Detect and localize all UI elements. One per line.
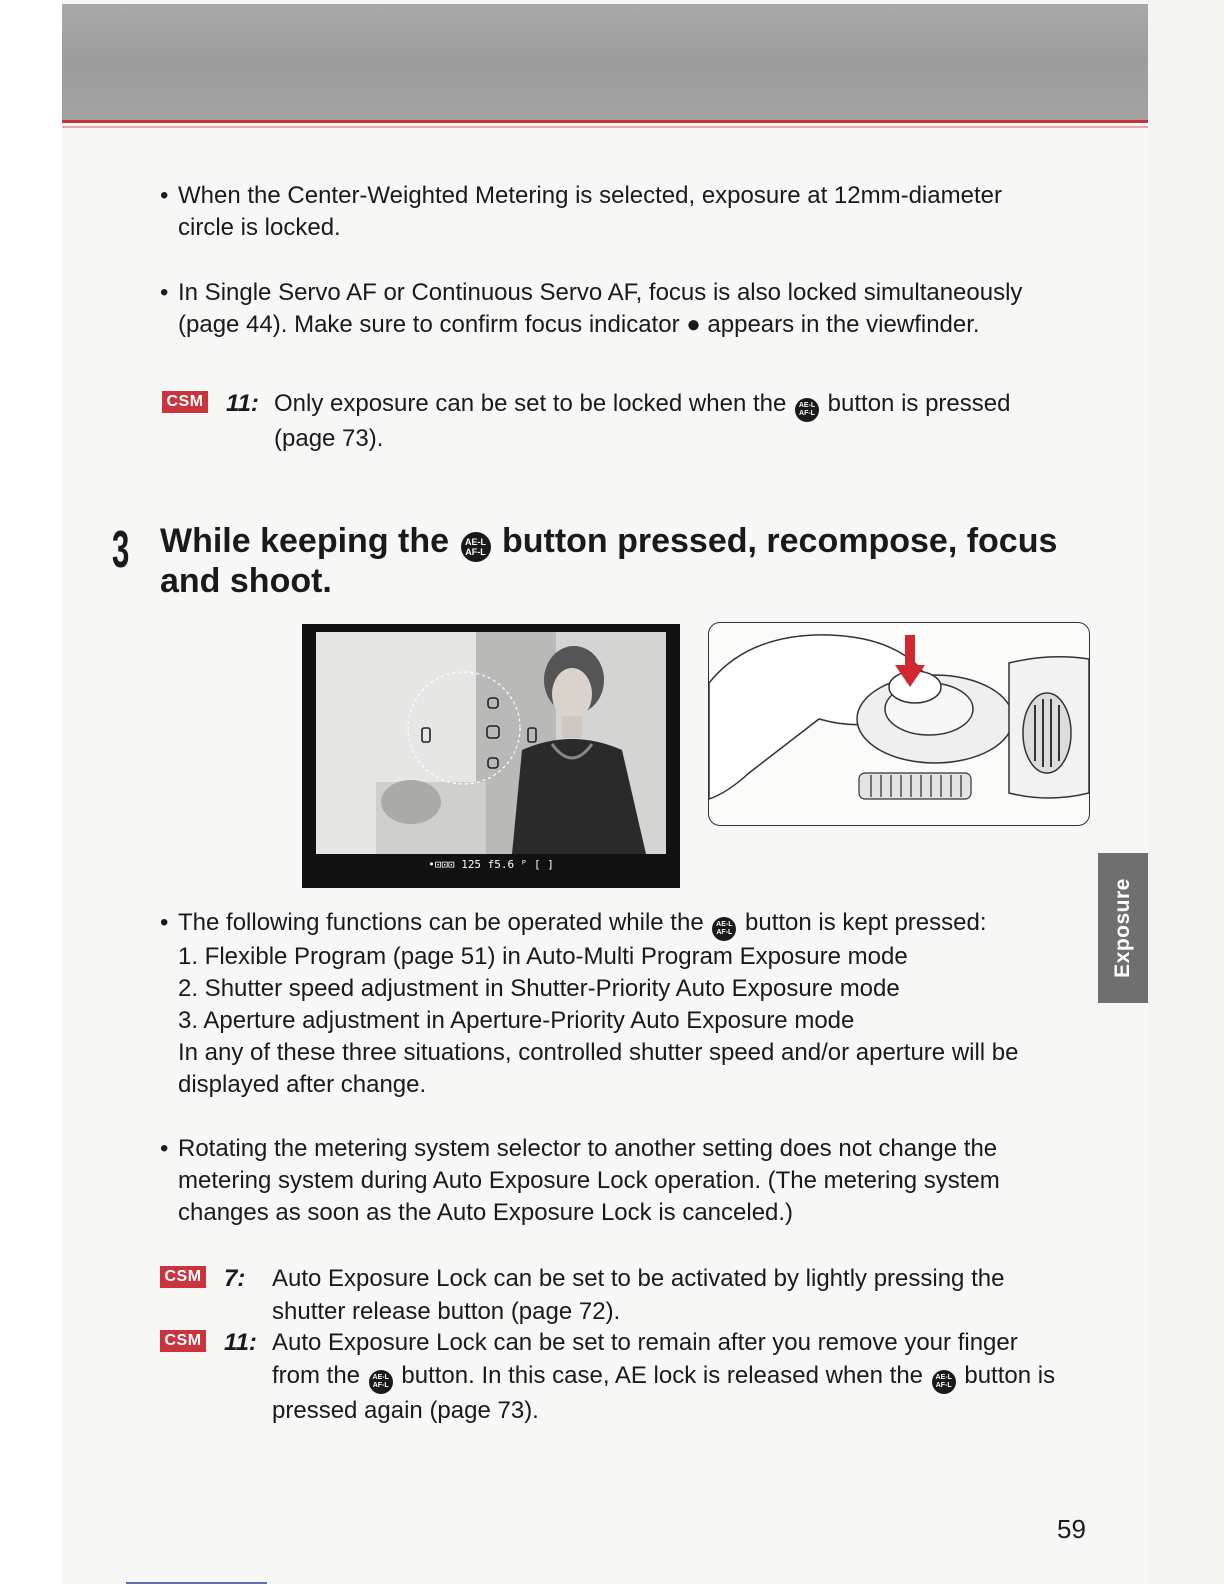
portrait-scene: [316, 632, 666, 854]
note-text: In Single Servo AF or Continuous Servo AF, focus is also locked simultaneously (page 44). Make sure to confirm focus indicator ● appears in the viewfinder.: [178, 279, 1023, 338]
header-band: [62, 4, 1148, 120]
section-tab-exposure[interactable]: [1098, 853, 1148, 1003]
note-text: Rotating the metering system selector to another setting does not change the metering system during Auto Exposure Lock operation. (The metering system changes as soon as the Auto Exposure Lock is canceled.): [178, 1135, 1000, 1226]
note-text: When the Center-Weighted Metering is selected, exposure at 12mm-diameter circle is locked.: [178, 182, 1002, 241]
note-metering-selector: [160, 1133, 1070, 1229]
bullet-dot: •: [160, 909, 169, 936]
csm-badge: CSM: [160, 1266, 206, 1288]
header-rule-pink: [62, 126, 1148, 128]
thumb-on-ael-button: [709, 623, 1089, 825]
bullet-dot: •: [160, 279, 169, 306]
ae-l-af-l-icon: AE-L AF-L: [712, 917, 736, 941]
list-item: 1. Flexible Program (page 51) in Auto-Multi Program Exposure mode: [178, 943, 908, 970]
ae-l-af-l-icon: AE-L AF-L: [369, 1370, 393, 1394]
csm-note-7: [160, 1262, 1070, 1328]
note-focus-lock: [160, 277, 1080, 341]
note-outro: In any of these three situations, controlled shutter speed and/or aperture will be displayed after change.: [178, 1039, 1019, 1098]
csm-note-11: [162, 387, 1062, 457]
csm-number: 11:: [226, 390, 259, 417]
viewfinder-scene: [316, 632, 666, 854]
step-title: While keeping the AE-L AF-L button pressed, recompose, focus and shoot.: [160, 522, 1058, 600]
camera-button-illustration: [708, 622, 1090, 826]
bullet-dot: •: [160, 182, 169, 209]
page-left-margin: [0, 0, 62, 1584]
viewfinder-illustration: [302, 624, 680, 888]
viewfinder-status-readout: •⊡⊡⊡ 125 f5.6 ᴾ [ ]: [428, 858, 554, 871]
csm-number: 11:: [224, 1329, 257, 1356]
note-intro: The following functions can be operated while the AE-L AF-L button is kept pressed:: [160, 907, 1060, 941]
focus-indicator-icon: ●: [686, 311, 701, 338]
note-center-weighted: [160, 180, 1040, 244]
section-tab-label: Exposure: [1111, 878, 1135, 978]
step-number: 3: [112, 521, 130, 579]
bullet-dot: •: [160, 1135, 169, 1162]
csm-text: Auto Exposure Lock can be set to remain after you remove your finger from the AE-L AF-L button. In this case, AE lock is released when the AE-L AF-L button is pressed again (page 73).: [272, 1329, 1056, 1424]
ae-l-af-l-icon: AE-L AF-L: [461, 532, 491, 562]
csm-number: 7:: [224, 1265, 246, 1292]
csm-text: Only exposure can be set to be locked when the AE-L AF-L button is pressed (page 73).: [274, 390, 1011, 452]
csm-badge: CSM: [160, 1330, 206, 1352]
header-rule-red: [62, 120, 1148, 123]
list-item: 2. Shutter speed adjustment in Shutter-Priority Auto Exposure mode: [178, 975, 900, 1002]
page-number: 59: [1057, 1514, 1086, 1544]
csm-text: Auto Exposure Lock can be set to be activated by lightly pressing the shutter release button (page 72).: [272, 1265, 1005, 1325]
note-functions-while-pressed: [160, 907, 1060, 1101]
csm-badge: CSM: [162, 391, 208, 413]
csm-note-11-ae-lock-hold: [160, 1326, 1070, 1426]
ae-l-af-l-icon: AE-L AF-L: [795, 398, 819, 422]
ae-l-af-l-icon: AE-L AF-L: [932, 1370, 956, 1394]
list-item: 3. Aperture adjustment in Aperture-Priority Auto Exposure mode: [178, 1007, 855, 1034]
